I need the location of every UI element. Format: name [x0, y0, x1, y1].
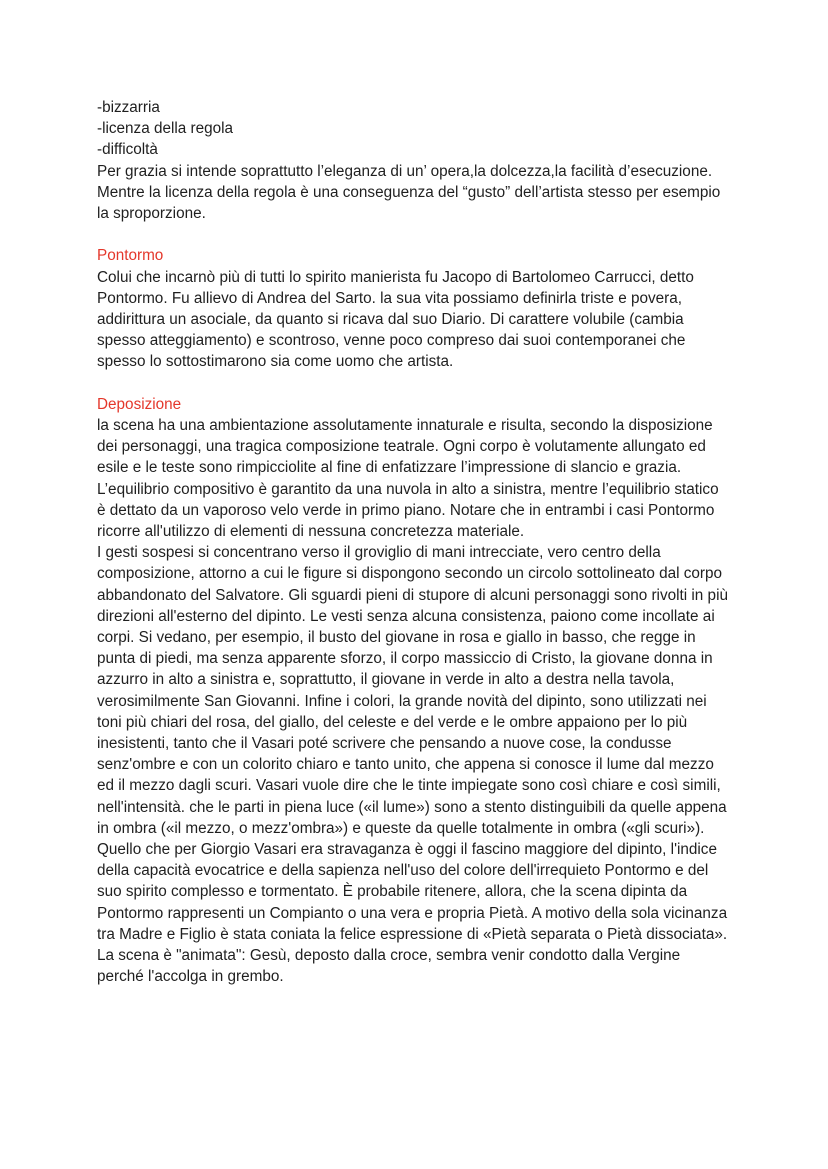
list-line-licenza: -licenza della regola [97, 120, 234, 138]
list-line-bizzarria: -bizzarria [97, 99, 160, 116]
section-heading-pontormo: Pontormo [97, 247, 164, 265]
paragraph-grazia: Per grazia si intende soprattutto l’eleganza di un’ opera,la dolcezza,la facilità d’esecuzione. Mentre la licenza della regola è una conseguenza del “gusto” dell’artista stesso per esempio la sproporzione. [97, 162, 721, 223]
section-deposizione [97, 394, 731, 988]
section-pontormo [97, 245, 731, 372]
paragraph-deposizione-scena: la scena ha una ambientazione assolutamente innaturale e risulta, secondo la disposizione dei personaggi, una tragica composizione teatrale. Ogni corpo è volutamente allungato ed esile e le teste sono rimpicciolite al fine di enfatizzare l’impressione di slancio e grazia. L’equilibrio compositivo è garantito da una nuvola in alto a sinistra, mentre l’equilibrio statico è dettato da un vaporoso velo verde in primo piano. Notare che in entrambi i casi Pontormo ricorre all'utilizzo di elementi di nessuna concretezza materiale. [97, 417, 719, 541]
paragraph-pontormo-bio: Colui che incarnò più di tutti lo spirito manierista fu Jacopo di Bartolomeo Carrucci, detto Pontormo. Fu allievo di Andrea del Sarto. la sua vita possiamo definirla triste e povera, addirittura un asociale, da quanto si ricava dal suo Diario. Di carattere volubile (cambia spesso atteggiamento) e scontroso, venne poco compreso dai suoi contemporanei che spesso lo sottostimarono sia come uomo che artista. [97, 268, 694, 371]
section-grazia-notes [97, 97, 731, 224]
section-heading-deposizione: Deposizione [97, 395, 182, 413]
paragraph-deposizione-analisi: I gesti sospesi si concentrano verso il groviglio di mani intrecciate, vero centro della composizione, attorno a cui le figure si dispongono secondo un circolo sottolineato dal corpo abbandonato del Salvatore. Gli sguardi pieni di stupore di alcuni personaggi sono rivolti in più direzioni all'esterno del dipinto. Le vesti senza alcuna consistenza, paiono come incollate ai corpi. Si vedano, per esempio, il busto del giovane in rosa e giallo in basso, che regge in punta di piedi, ma senza apparente sforzo, il corpo massiccio di Cristo, la giovane donna in azzurro in alto a sinistra e, soprattutto, il giovane in verde in alto a destra nella tavola, verosimilmente San Giovanni. Infine i colori, la grande novità del dipinto, sono utilizzati nei toni più chiari del rosa, del giallo, del celeste e del verde e le ombre appaiono per lo più inesistenti, tanto che il Vasari poté scrivere che pensando a nuove cose, la condusse senz'ombre e con un colorito chiaro e tanto unito, che appena si conosce il lume dal mezzo ed il mezzo dagli scuri. Vasari vuole dire che le tinte impiegate sono così chiare e così simili, nell'intensità. che le parti in piena luce («il lume») sono a stento distinguibili da quelle appena in ombra («il mezzo, o mezz'ombra») e queste da quelle totalmente in ombra («gli scuri»). Quello che per Giorgio Vasari era stravaganza è oggi il fascino maggiore del dipinto, l'indice della capacità evocatrice e della sapienza nell'uso del colore dell'irrequieto Pontormo e del suo spirito complesso e tormentato. È probabile ritenere, allora, che la scena dipinta da Pontormo rappresenti un Compianto o una vera e propria Pietà. A motivo della sola vicinanza tra Madre e Figlio è stata coniata la felice espressione di «Pietà separata o Pietà dissociata». La scena è "animata": Gesù, deposto dalla croce, sembra venir condotto dalla Vergine perché l'accolga in grembo. [97, 544, 728, 986]
list-line-difficolta: -difficoltà [97, 141, 158, 159]
